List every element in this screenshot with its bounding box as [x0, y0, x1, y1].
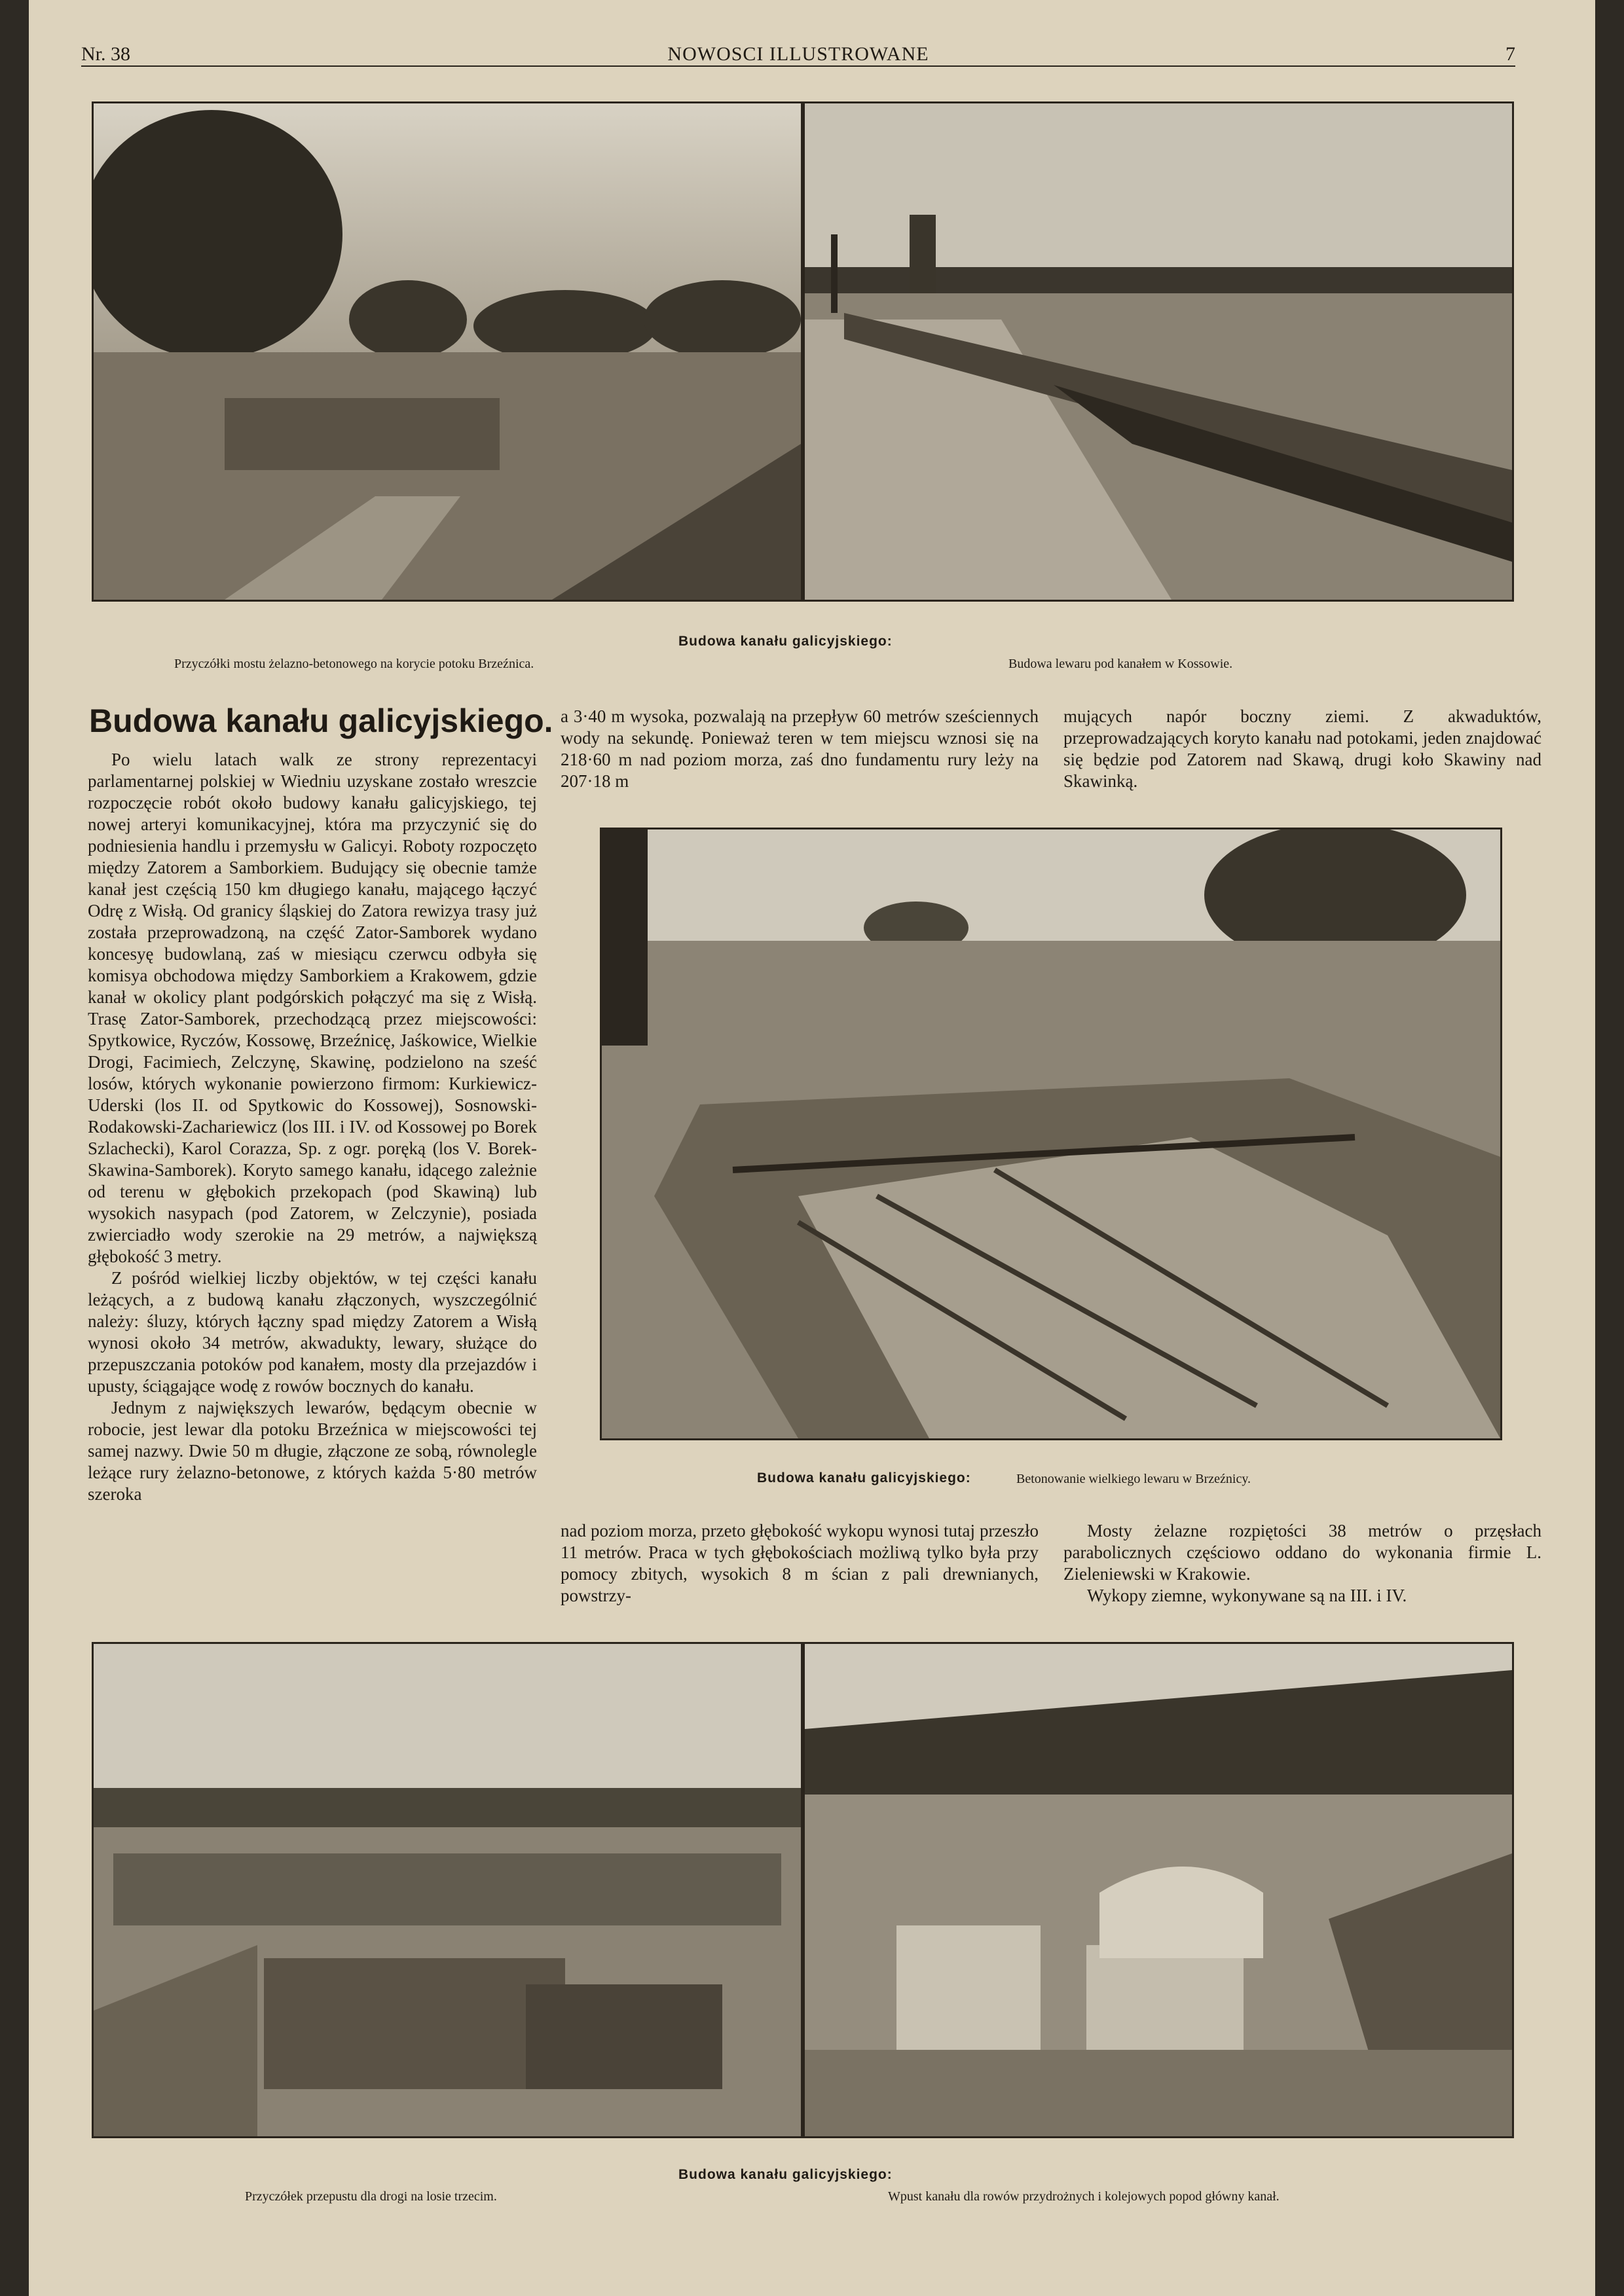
paragraph: Mosty żelazne rozpiętości 38 metrów o przęsłach parabolicznych częściowo oddano do wykonania firmie L. Zieleniewski w Krakowie.: [1063, 1521, 1541, 1584]
page-number: 7: [1505, 43, 1515, 65]
article-column-1: [88, 749, 537, 1611]
photo-culvert-abutment: [92, 1642, 803, 2138]
paragraph: mujących napór boczny ziemi. Z akwaduktów, przeprowadzających koryto kanału nad potokami, jeden znajdować się będzie pod Zatorem nad Skawą, drugi koło Skawiny nad Skawinką.: [1063, 706, 1541, 791]
article-column-2-bottom: [561, 1520, 1039, 1607]
top-left-caption: Przyczółki mostu żelazno-betonowego na korycie potoku Brzeźnica.: [174, 657, 534, 671]
middle-series-caption: Budowa kanału galicyjskiego:: [757, 1470, 971, 1485]
article-headline: Budowa kanału galicyjskiego.: [89, 702, 553, 739]
bottom-right-caption: Wpust kanału dla rowów przydrożnych i kolejowych popod główny kanał.: [888, 2189, 1280, 2204]
top-series-caption: Budowa kanału galicyjskiego:: [678, 634, 893, 649]
photo-concreting-siphon: [600, 828, 1502, 1440]
paragraph: Wykopy ziemne, wykonywane są na III. i IV.: [1087, 1586, 1407, 1605]
article-column-3-bottom: [1063, 1520, 1541, 1607]
article-column-3-top: [1063, 706, 1541, 792]
photo-canal-inlet: [803, 1642, 1514, 2138]
bottom-series-caption: Budowa kanału galicyjskiego:: [678, 2167, 893, 2182]
issue-number: Nr. 38: [81, 43, 130, 65]
paragraph: Z pośród wielkiej liczby objektów, w tej części kanału leżących, a z budową kanału złączonych, wyszczególnić należy: śluzy, których łączny spad między Zatorem a Wisłą wynosi około 34 metrów, akwadukty, lewary, służące do przepuszczania potoków pod kanałem, mosty dla przejazdów i upusty, ściągające wodę z rowów bocznych do kanału.: [88, 1268, 537, 1396]
photo-bridge-abutments: [92, 101, 803, 602]
paragraph: Po wielu latach walk ze strony reprezentacyi parlamentarnej polskiej w Wiedniu uzyskane zostało wreszcie rozpoczęcie robót około budowy kanału galicyjskiego, tej nowej arteryi komunikacyjnej, która ma przyczynić się do podniesienia handlu i przemysłu w Galicyi. Roboty rozpoczęto między Zatorem a Samborkiem. Budujący się obecnie tamże kanał jest częścią 150 km długiego kanału, mającego łączyć Odrę z Wisłą. Od granicy śląskiej do Zatora rewizya trasy już została przeprowadzoną, na część Zator-Samborek wydano koncesyę budowlaną, zaś w miesiącu czerwcu odbyła się komisya obchodowa między Samborkiem a Krakowem, gdzie kanał w okolicy plant podgórskich połączyć ma się z Wisłą. Trasę Zator-Samborek, przechodzącą przez miejscowości: Spytkowice, Ryczów, Kossowę, Brzeźnicę, Jaśkowice, Wielkie Drogi, Facimiech, Zelczynę, Skawinę, podzielono na sześć losów, których wykonanie powierzono firmom: Kurkiewicz-Uderski (los II. od Spytkowic do Kossowej), Sosnowski-Rodakowski-Zachariewicz (los III. i IV. od Kossowej po Borek Szlachecki), Karol Corazza, Sp. z ogr. poręką (los V. Borek-Skawina-Samborek). Koryto samego kanału, idącego zależnie od terenu w głębokich przekopach (pod Skawiną) lub wysokich nasypach (pod Zatorem, w Zelczynie), posiada zwierciadło wody szerokie na 29 metrów, a największą głębokość 3 metry.: [88, 750, 537, 1266]
paragraph: a 3·40 m wysoka, pozwalają na przepływ 60 metrów sześciennych wody na sekundę. Ponieważ teren w tem miejscu wznosi się na 218·60 m nad poziom morza, zaś dno fundamentu rury leży na 207·18 m: [561, 706, 1039, 791]
page-header: [81, 43, 1515, 67]
photo-siphon-kossowa: [803, 101, 1514, 602]
article-column-2-top: [561, 706, 1039, 792]
middle-caption: Betonowanie wielkiego lewaru w Brzeźnicy.: [1016, 1472, 1251, 1486]
top-right-caption: Budowa lewaru pod kanałem w Kossowie.: [1008, 657, 1233, 671]
masthead-title: NOWOSCI ILLUSTROWANE: [667, 43, 929, 65]
bottom-left-caption: Przyczółek przepustu dla drogi na losie trzecim.: [245, 2189, 497, 2204]
paragraph: nad poziom morza, przeto głębokość wykopu wynosi tutaj przeszło 11 metrów. Praca w tych głębokościach możliwą tylko była przy pomocy zbitych, wysokich 8 m ścian z pali drewnianych, powstrzy-: [561, 1521, 1039, 1605]
paragraph: Jednym z największych lewarów, będącym obecnie w robocie, jest lewar dla potoku Brzeźnica w miejscowości tej samej nazwy. Dwie 50 m długie, złączone ze sobą, równolegle leżące rury żelazno-betonowe, z których każda 5·80 metrów szeroka: [88, 1398, 537, 1504]
